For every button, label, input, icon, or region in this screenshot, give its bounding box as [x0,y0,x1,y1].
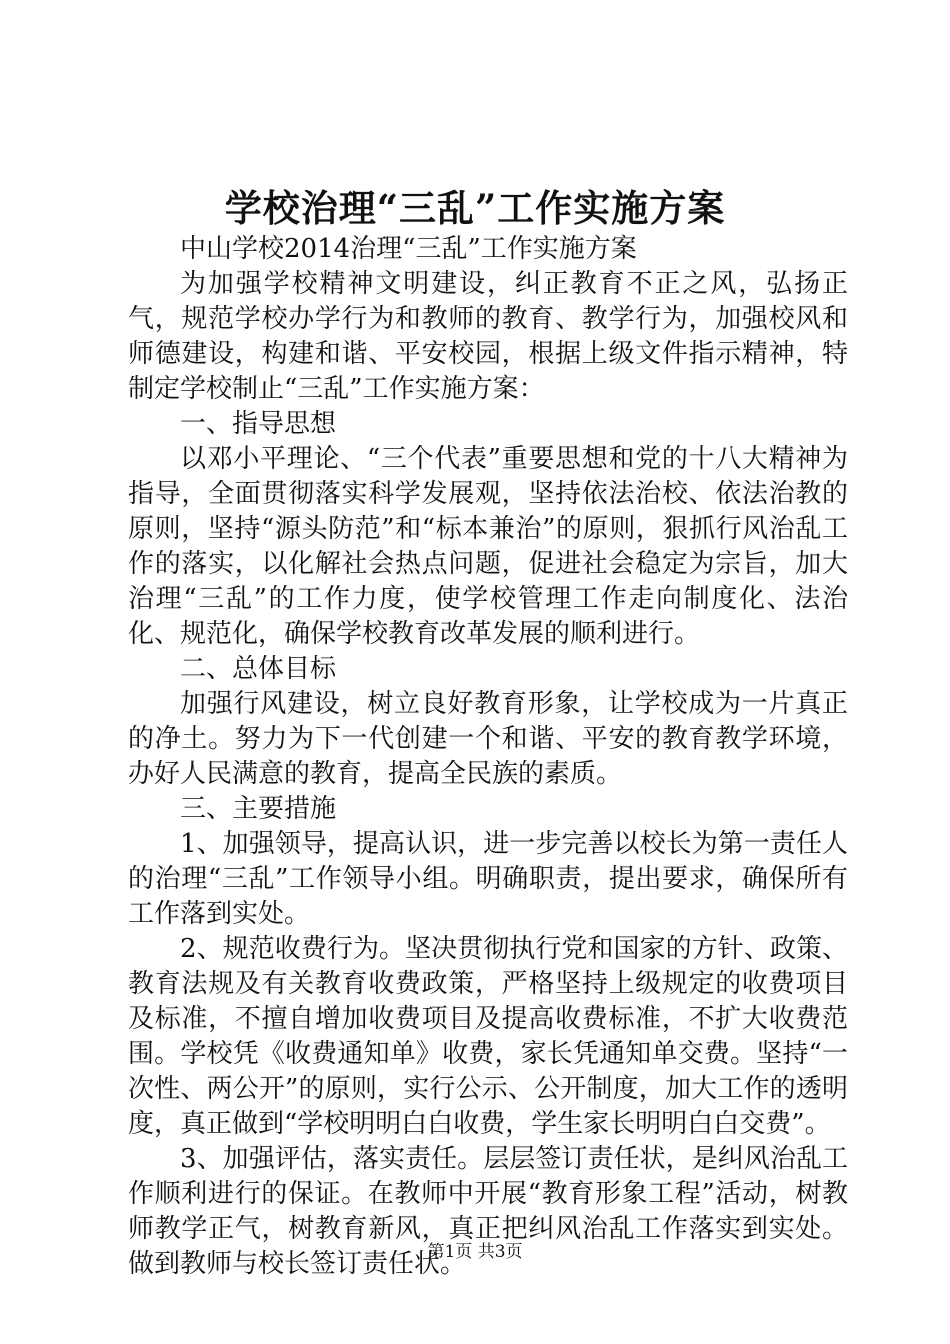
document-body [128,232,848,1282]
paragraph-measure-3: 3、加强评估，落实责任。层层签订责任状，是纠风治乱工作顺利进行的保证。在教师中开展“教育形象工程”活动，树教师教学正气，树教育新风，真正把纠风治乱工作落实到实处。做到教师与校长签订责任状。 [128,1144,848,1279]
heading-main-measures: 三、主要措施 [180,794,337,824]
paragraph-measure-2: 2、规范收费行为。坚决贯彻执行党和国家的方针、政策、教育法规及有关教育收费政策，严格坚持上级规定的收费项目及标准，不擅自增加收费项目及提高收费标准，不扩大收费范围。学校凭《收费通知单》收费，家长凭通知单交费。坚持“一次性、两公开”的原则，实行公示、公开制度，加大工作的透明度，真正做到“学校明明白白收费，学生家长明明白白交费”。 [128,934,848,1139]
document-title: 学校治理“三乱”工作实施方案 [224,186,726,230]
paragraph-intro: 为加强学校精神文明建设，纠正教育不正之风，弘扬正气，规范学校办学行为和教师的教育、教学行为，加强校风和师德建设，构建和谐、平安校园，根据上级文件指示精神，特制定学校制止“三乱”工作实施方案： [128,269,848,404]
page-footer: 第1页 共3页 [427,1242,523,1262]
paragraph-measure-1: 1、加强领导，提高认识，进一步完善以校长为第一责任人的治理“三乱”工作领导小组。明确职责，提出要求，确保所有工作落到实处。 [128,829,848,929]
heading-overall-goal: 二、总体目标 [180,654,337,684]
heading-guiding-thought: 一、指导思想 [180,409,337,439]
paragraph-overall-goal: 加强行风建设，树立良好教育形象，让学校成为一片真正的净土。努力为下一代创建一个和谐、平安的教育教学环境，办好人民满意的教育，提高全民族的素质。 [128,689,848,789]
doc-subtitle: 中山学校2014治理“三乱”工作实施方案 [180,234,637,264]
paragraph-guiding-thought: 以邓小平理论、“三个代表”重要思想和党的十八大精神为指导，全面贯彻落实科学发展观，坚持依法治校、依法治教的原则，坚持“源头防范”和“标本兼治”的原则，狠抓行风治乱工作的落实，以化解社会热点问题，促进社会稳定为宗旨，加大治理“三乱”的工作力度，使学校管理工作走向制度化、法治化、规范化，确保学校教育改革发展的顺利进行。 [128,444,848,649]
